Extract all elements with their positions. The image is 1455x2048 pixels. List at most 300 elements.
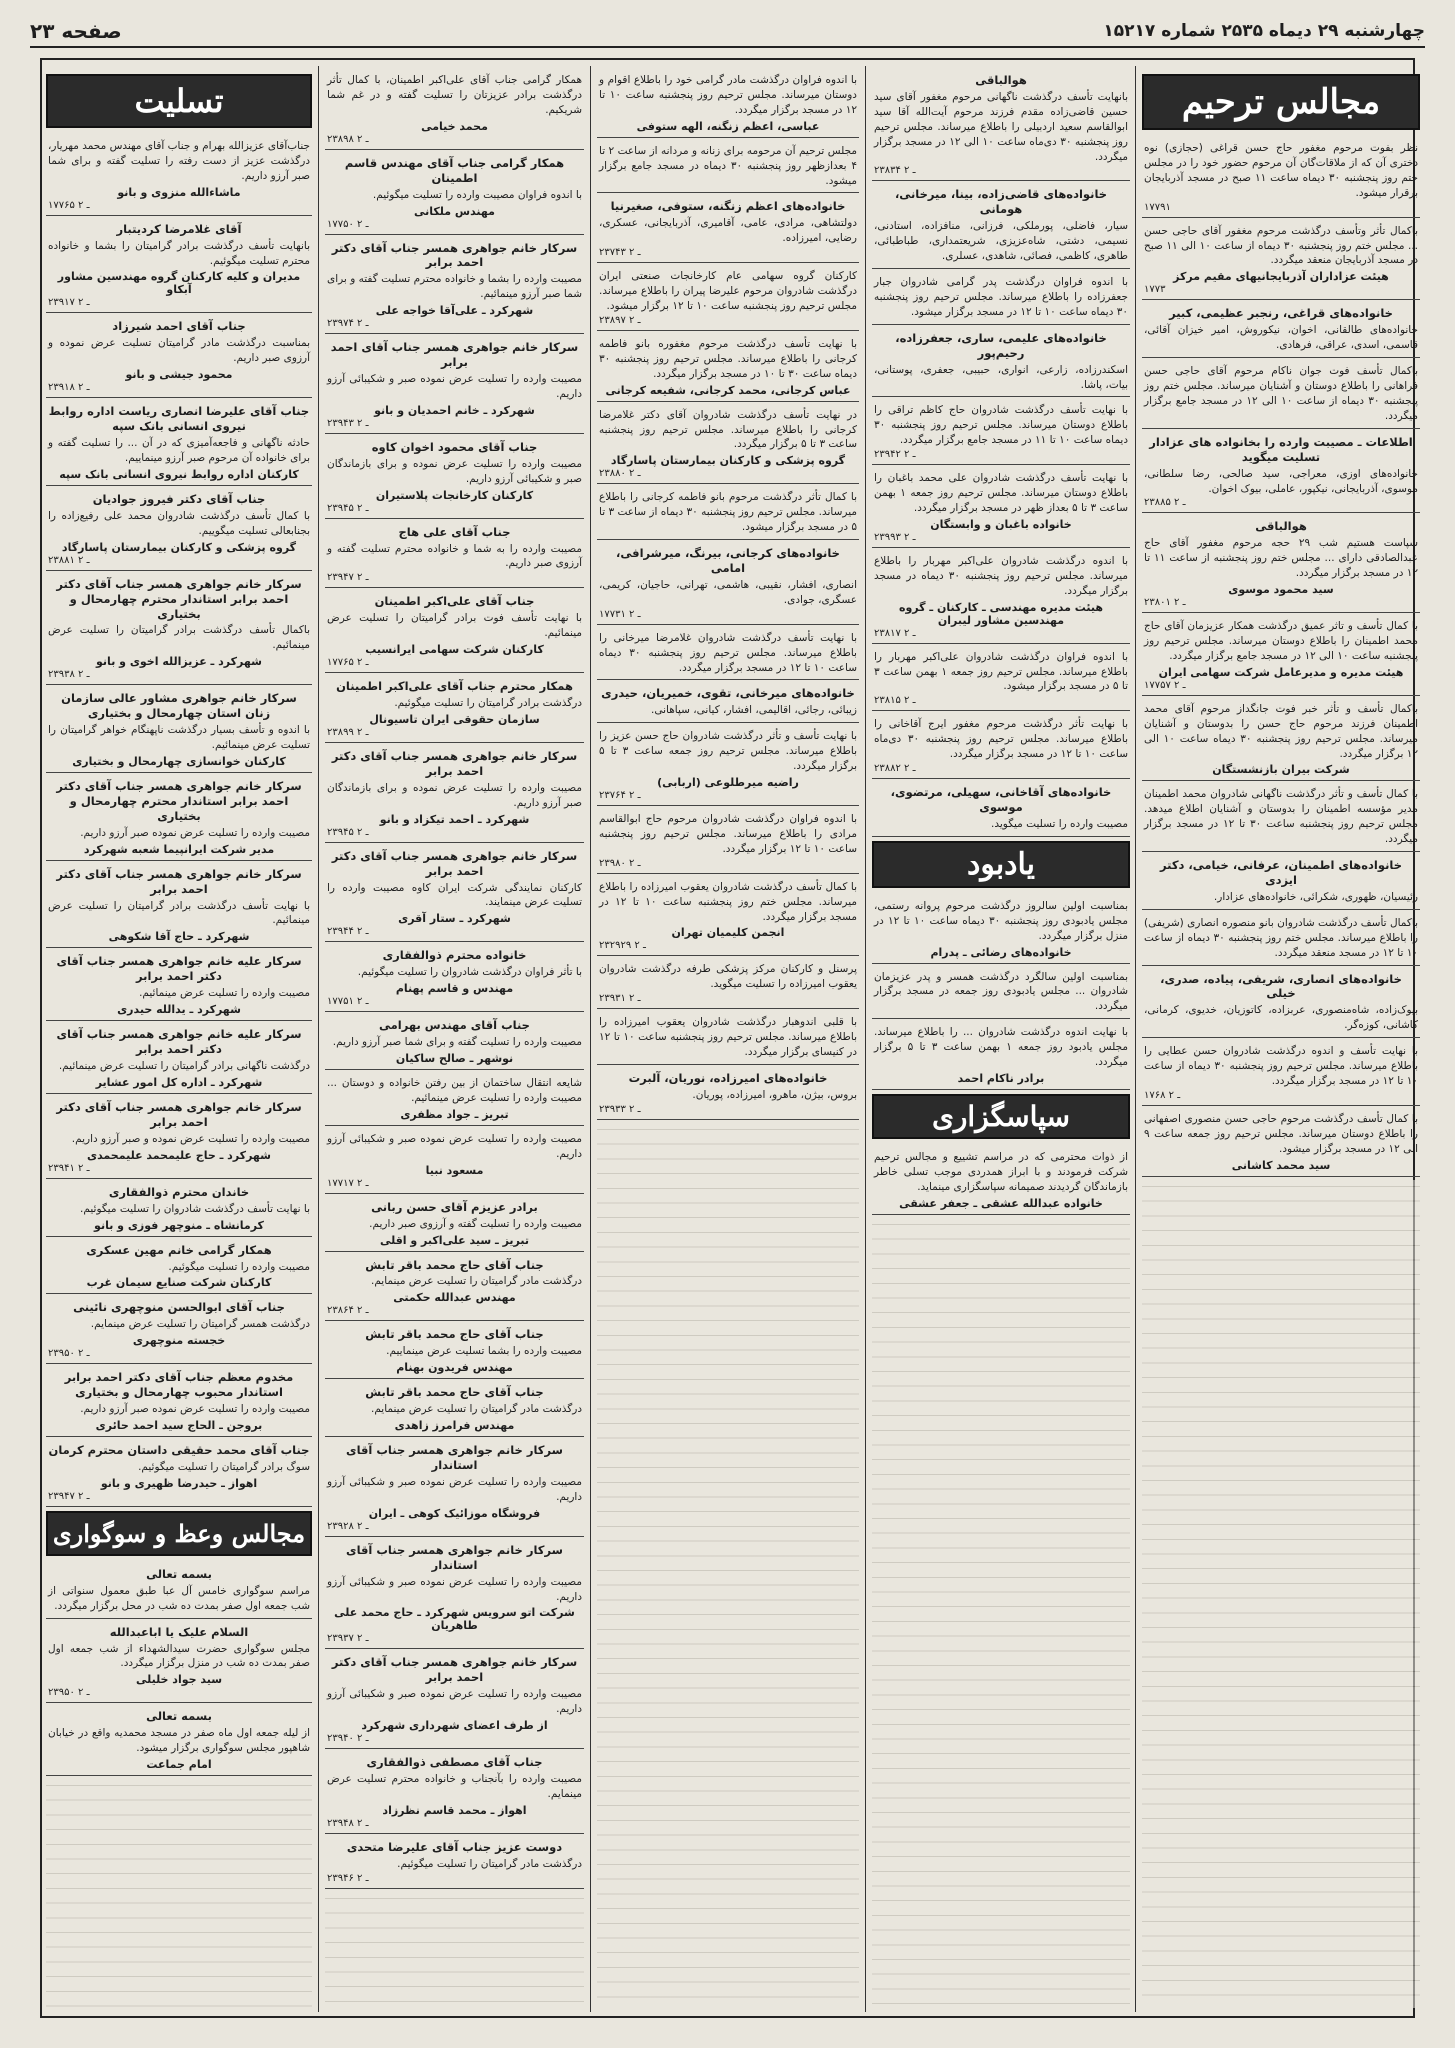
notice-signature: شهرکرد ـ ستار آقری [398,912,511,926]
notice-signature: شهرکرد ـ احمد تیکزاد و بانو [379,812,530,826]
notice-body: بانهایت تأسف درگذشت ناگهانی مرحوم مغفور آقای سید حسین قاضی‌زاده مقدم فرزند مرحوم آیت‌الله آقا سید ابوالقاسم سعید اردبیلی را باطلاع میرساند. مجلس ترحیم روز پنجشنبه ۳۰ دی‌ماه ساعت ۱۰ الی ۱۲ در مسجد برگزار میگردد. [874,90,1128,163]
notice [1142,784,1420,852]
notice-title: خانواده‌های قراغی، رنجبر عظیمی، کبیر [1169,306,1393,321]
notice [46,401,312,486]
notice [325,153,584,235]
notice-code: ۲۳۹۱۸ ـ ۲ [48,382,90,394]
notice-title: خانواده‌های کرجانی، بیرنگ، میرشرافی، امامی [616,546,840,575]
banner-title: تسلیت [134,82,224,120]
memorial-notice-list [872,896,1130,1090]
column-rule [1135,66,1136,2012]
thanks-notice-list [872,1147,1130,1215]
notice-body: باکمال تأثر وتأسف درگذشت مرحوم مغفور آقای حاجی حسن ... مجلس ختم روز پنجشنبه ۳۰ دیماه از ساعت ۱۰ الی ۱۱ صبح در مسجد آذربایجان منعقد میگردد. [1144,224,1419,267]
notice-body: با کمال تأثر درگذشت مرحوم بانو فاطمه کرجانی را باطلاع میرساند. مجلس ترحیم روز پنجشنبه ۳۰ دیماه از ساعت ۳ تا ۵ در مسجد برگزار میشود. [599,491,857,534]
notice-title: سرکار خانم جواهری همسر جناب آقای دکتر احمد برابر [56,1099,302,1129]
notice [325,676,584,743]
notice-title: سرکار خانم جواهری همسر جناب آقای دکتر احمد برابر [56,866,302,896]
notice-title: سرکار خانم جواهری همسر جناب آقای دکتر احمد برابر [331,748,578,778]
notice-body: با نهایت تأسف درگذشت شادروان حاج کاظم تراقی را باطلاع دوستان میرساند. مجلس ترحیم روز پنجشنبه ۳۰ دیماه ساعت ۱۰ تا ۱۱ در مسجد جامع برگزار میگردد. [874,404,1128,447]
notice-signature: شرکت بیران بازنشستگان [1212,763,1350,777]
notice-body: سپاست هستیم شب ۲۹ حجه مرحوم مغفور آقای حاج عبدالصادقی دارای ... مجلس ختم روز پنجشنبه از ساعت ۱۱ تا ۱۲ در مسجد برگزار میگردد. [1144,537,1418,580]
notice-body: همکار گرامی جناب آقای علی‌اکبر اطمینان، با کمال تأثر درگذشت برادر عزیزتان را تسلیت گفته و در غم شما شریکیم. [327,74,582,116]
notice-body: بانهایت تأسف درگذشت برادر گرامیتان را بشما و خانواده محترم تسلیت میگوئیم. [48,239,310,267]
notice-body: کارکنان نمایندگی شرکت ایران کاوه مصیبت وارده را تسلیت عرض مینمایند. [327,881,582,909]
notice-title: جناب آقای محمد حقیقی داستان محترم کرمان [48,1443,310,1458]
notice-code: ۲۳۸۰۱ ـ ۲ [1144,597,1186,609]
notice-body: بمناسبت درگذشت مادر گرامیتان تسلیت عرض نموده و آرزوی صبر داریم. [48,337,310,365]
notice-code: ۱۷۷۶۵ ـ ۲ [48,199,90,211]
notice [872,184,1130,269]
notice [46,316,312,398]
notice [46,1622,312,1704]
notice-body: باکمال تأسف و تأثر خبر فوت جانگداز مرحوم آقای محمد اطمینان فرزند مرحوم حاج حسن را بدوستان و آشنایان میرساند. مجلس ترحیم روز پنجشنبه ۳۰ دیماه ساعت ۱۰ الی ۱۲ برگزار میگردد. [1144,702,1418,760]
notice-list [325,70,584,1889]
notice-title: جناب آقای حاج محمد باقر تابش [365,1385,544,1400]
notice-signature: شهرکرد ـ علی‌آقا خواجه علی [375,304,534,318]
notice-body: از لیله جمعه اول ماه صفر در مسجد محمدیه واقع در خیابان شاهپور مجلس سوگواری برگزار میشود. [48,1727,310,1755]
notice [597,196,859,263]
notice-body: رئیسیان، ظهوری، شکرائی، خانواده‌های عزادار. [1213,890,1418,903]
issue-date-line: چهارشنبه ۲۹ دیماه ۲۵۳۵ شماره ۱۵۲۱۷ [1103,21,1425,41]
notice-title: خاندان محترم ذوالفقاری [108,1184,250,1199]
notice-signature: محمود جیشی و بانو [125,368,233,382]
banner-title: مجالس وعظ و سوگواری [52,1518,306,1548]
notice [872,967,1130,1020]
page-number: صفحه ۲۳ [30,19,122,43]
notice-signature: برادر ناکام احمد [957,1072,1045,1085]
notice-body: مصیبت وارده را تسلیت میگوید. [991,817,1128,830]
notice-body: با اندوه و تأسف بسیار درگذشت ناپهنگام خواهر گرامیتان را تسلیت عرض مینمائیم. [48,724,310,752]
notice-signature: کارکنان اداره روابط نیروی انسانی بانک سپه [59,467,299,481]
notice [597,141,859,194]
notice [46,1240,312,1295]
notice-signature: اهواز ـ محمد قاسم نظرزاد [382,1803,527,1817]
notice [872,551,1130,644]
notice-title: بسمه تعالی [146,1709,212,1724]
notice-signature: شرکت اتو سرویس شهرکرد ـ حاج محمد علی طاهریان [334,1606,575,1633]
section-banner-sepasgozari [872,1094,1130,1139]
notice [46,219,312,314]
notice [46,1564,312,1619]
notice-title: جناب آقای علیرضا انصاری ریاست اداره روابط نیروی انسانی بانک سپه [48,404,310,434]
notice-code: ۲۳۹۴۲ ـ ۲ [874,449,916,461]
dense-text-filler [46,1779,312,2008]
notice-title: سرکار خانم جواهری همسر جناب آقای دکتر احمد برابر [331,240,578,270]
notice [597,628,859,681]
notice-title: مخدوم معظم جناب آقای دکتر احمد برابر استاندار محبوب چهارمحال و بختیاری [64,1370,294,1400]
notice [1142,138,1420,218]
notice-body: جناب‌آقای عزیزالله بهرام و جناب آقای مهندس محمد مهریار، درگذشت عزیز از دست رفته را تسلیت گفته و برای شما صبر آرزو داریم. [48,140,310,182]
notice [1142,855,1420,910]
notice-signature: کارکنان کارخانجات پلاستیران [375,488,534,502]
notice-title: جناب آقای حاج محمد باقر تابش [365,1327,544,1342]
notice-body: انصاری، افشار، نقیبی، هاشمی، تهرانی، حاجیان، کریمی، عسگری، جوادی. [599,578,857,606]
notice-title: خانواده‌های اعظم زنگنه، ستوفی، صغیرنیا [610,199,846,214]
column-obituary-gatherings [1142,70,1420,2008]
dense-text-filler [597,1123,859,2008]
notice-signature: کارکنان شرکت صنایع سیمان غرب [86,1276,272,1290]
column-rule [318,66,319,2012]
dense-text-filler [1142,1180,1420,2008]
notice-code: ۲۳۹۴۳ ـ ۲ [327,417,369,429]
notice-code: ۲۳۹۹۳ ـ ۲ [874,531,916,543]
notice-body: مصیبت وارده را بشما و خانواده محترم تسلیت گفته و برای شما صبر آرزو مینمائیم. [327,273,582,301]
notice-code: ۲۳۹۵۰ ـ ۲ [48,1348,90,1360]
notice [1142,913,1420,966]
notice-signature: مهندس فرامرز زاهدی [394,1419,515,1433]
notice-body: با نهایت تأسف درگذشت شادروان غلامرضا میرخانی را باطلاع میرساند. مجلس ترحیم روز پنجشنبه ۳۰ دیماه ساعت ۱۰ تا ۱۲ در مسجد برگزار میگردد. [599,631,857,674]
notice [597,405,859,485]
notice [1142,969,1420,1039]
notice-signature: شهرکرد ـ حاج علیمحمد علیمحمدی [86,1148,271,1162]
notice-title: جناب آقای محمود اخوان کاوه [371,439,538,454]
notice [597,809,859,874]
notice [597,1012,859,1065]
notice [325,1015,584,1070]
notice [872,468,1130,548]
notice [325,70,584,150]
notice-signature: تبریز ـ سید علی‌اکبر و اقلی [379,1233,530,1247]
notice-title: جناب آقای حاج محمد باقر تابش [365,1257,544,1272]
notice-list [597,70,859,1120]
notice [872,272,1130,325]
notice-body: درگذشت برادر گرامیتان را تسلیت میگوئیم. [394,697,582,710]
notice-code: ۱۷۷۵۱ ـ ۲ [327,996,369,1008]
notice-list [1142,138,1420,1177]
notice-code: ۲۳۹۴۷ ـ ۲ [48,1490,90,1502]
notice [597,543,859,625]
notice-body: مصیبت وارده را به شما و خانواده محترم تسلیت گفته و آرزوی صبر داریم. [327,542,582,570]
notice-title: سرکار خانم جواهری همسر جناب آقای دکتر احمد برابر استاندار محترم چهارمحال و بختیاری [56,576,302,621]
notice-code: ۲۳۹۴۱ ـ ۲ [48,1162,90,1174]
notice [325,1652,584,1749]
notice-body: با نهایت تأسف درگذشت مرحوم مغفوره بانو فاطمه کرجانی را باطلاع میرساند. مجلس ترحیم روز پنجشنبه ۳۰ دیماه ساعت ۳۰ تا ۱۰ در مسجد برگزار میگردد. [599,337,857,380]
notice-signature: هیئت مدیره مهندسی ـ کارکنان ـ گروه مهندسین مشاور لیبران [898,600,1104,627]
notice [46,1097,312,1179]
notice-body: مصیبت وارده را تسلیت عرض نموده و برای بازماندگان صبر و شکیبائی آرزو داریم. [327,457,582,485]
notice-body: مجلس ترحیم آن مرحومه برای زنانه و مردانه از ساعت ۲ تا ۴ بعدازظهر روز پنجشنبه ۳۰ دیماه در مسجد جامع برگزار میشود. [599,144,858,187]
notice-signature: انجمن کلیمیان تهران [671,926,785,940]
notice-title: جناب آقای علی هاج [398,524,511,539]
notice-code: ۲۳۸۹۸ ـ ۲ [327,133,369,145]
notice [325,1197,584,1252]
notice-signature: کارکنان شرکت سهامی ایرانسیب [365,643,544,657]
notice-signature: شهرکرد ـ حاج آقا شکوهی [108,930,250,944]
notice [325,1129,584,1194]
notice [1142,1109,1420,1177]
notice-body: زیبائی، رجائی، اقالیمی، افشار، کیانی، سپاهانی. [651,704,857,717]
notice-title: خانواده‌های امیرزاده، نوریان، آلبرت [628,1071,828,1085]
notice-title: السلام علیک یا اباعبدالله [109,1624,249,1639]
notice [46,1182,312,1237]
notice-signature: بروجن ـ الحاج سید احمد حائری [95,1419,263,1433]
notice-signature: شهرکرد ـ خانم احمدیان و بانو [374,403,535,417]
notice [1142,361,1420,429]
notice-title: هوالباقی [975,73,1027,87]
notice-signature: ماشاءالله منزوی و بانو [117,185,241,199]
notice-title: خانواده‌های انصاری، شریفی، پیاده، صدری، خیلی [1160,971,1402,1001]
notice-signature: کرمانشاه ـ منوچهر فوزی و بانو [94,1218,264,1232]
notice-body: مصیبت وارده را تسلیت گفته و برای شما صبر آرزو داریم. [332,1036,582,1049]
notice [46,1367,312,1437]
notice [46,1440,312,1507]
notice-body: مراسم سوگواری خامس آل عبا طبق معمول سنواتی از شب جمعه اول صفر بمدت ده شب در محل برگزار میگردد. [48,1584,310,1612]
notice-body: با قلبی اندوهبار درگذشت شادروان یعقوب امیرزاده را باطلاع میرساند. مجلس ترحیم روز پنجشنبه ساعت ۱۰ تا ۱۲ در کنیسای برگزار میگردد. [599,1016,858,1059]
notice [325,945,584,1012]
notice-signature: سید محمد کاشانی [1231,1158,1331,1172]
notice-code: ۱۷۷۵۰ ـ ۲ [327,218,369,230]
notice-signature: اهواز ـ حیدرضا ظهیری و بانو [100,1476,258,1490]
notice-body: دولتشاهی، مرادی، عامی، آقامیری، آذربایجانی، عسکری، رضایی، امیرزاده. [599,217,857,245]
notice-body: مصیبت وارده را تسلیت میگوئیم. [168,1260,310,1273]
notice [325,337,584,434]
notice-body: با اندوه فراوان درگذشت مادر گرامی خود را باطلاع اقوام و دوستان میرساند. مجلس ترحیم روز پنجشنبه ساعت ۱۰ تا ۱۲ در مسجد برگزار میگردد. [599,74,857,116]
column-rule [865,66,866,2012]
notice-body: بروس، بیژن، ماهرو، امیرزاده، پوریان. [692,1088,857,1101]
notice-signature: کارکنان خوانسازی چهارمحال و بختیاری [72,754,286,768]
section-banner-taslit [46,74,312,128]
notice-body: با نهایت اندوه درگذشت شادروان ... را باطلاع میرساند. مجلس یادبود روز جمعه ۱ بهمن ساعت ۳ تا ۵ برگزار میگردد. [874,1026,1128,1069]
notice-signature: مدیران و کلیه کارکنان گروه مهندسین مشاور آبکاو [57,270,301,297]
notice-code: ۲۳۹۴۶ ـ ۲ [327,1872,369,1884]
notice-body: مصیبت وارده را بآنجناب و خانواده محترم تسلیت عرض مینمایم. [327,1773,582,1800]
notice-signature: نوشهر ـ صالح ساکیان [395,1052,514,1066]
notice-title: جناب آقای احمد شیرزاد [112,319,246,334]
notice-body: درگذشت همسر گرامیتان را تسلیت عرض مینمایم. [90,1318,310,1331]
notice-title: سرکار علیه خانم جواهری همسر جناب آقای دکتر احمد برابر [56,1027,302,1057]
banner-title: مجالس ترحیم [1181,82,1381,122]
column-obituaries-2 [872,70,1130,2008]
notice-body: با تأثر فراوان درگذشت شادروان را تسلیت میگوئیم. [357,966,582,979]
notice-code: ۲۳۸۹۹ ـ ۲ [327,726,369,738]
notice-code: ۲۳۹۳۱ ـ ۲ [599,993,641,1005]
notice [597,334,859,402]
notice-title: جناب آقای مهندس بهرامی [379,1018,530,1033]
notice-body: پرسنل و کارکنان مرکز پزشکی طرفه درگذشت شادروان یعقوب امیرزاده را تسلیت میگوید. [599,963,857,991]
notice-body: مصیبت وارده را تسلیت عرض نموده و برای بازماندگان صبر آرزو داریم. [327,781,582,809]
section-banner-majales-tarhim [1142,74,1420,130]
notice-signature: شهرکرد ـ یدالله حیدری [117,1003,241,1017]
notice-signature: تبریز ـ جواد مظفری [400,1107,509,1121]
notice [1142,303,1420,358]
notice-body: شایعه انتقال ساختمان از بین رفتن خانواده و دوستان ... مصیبت وارده را تسلیت عرض مینمائیم. [327,1077,582,1104]
notice [872,1147,1130,1215]
notice-body: مصیبت وارده را تسلیت عرض نموده صبر و شکیبائی آرزو داریم. [327,373,582,400]
notice-title: سرکار علیه خانم جواهری همسر جناب آقای دکتر احمد برابر [56,954,302,984]
notice-code: ۲۳۷۴۳ ـ ۲ [599,247,641,259]
notice [325,1073,584,1126]
notice-body: مصیبت وارده را تسلیت گفته و آرزوی صبر داریم. [369,1217,582,1230]
notice [325,746,584,843]
notice-signature: سید محمود موسوی [1228,583,1334,597]
notice-code: ۲۳۸۸۱ ـ ۲ [48,554,90,566]
column-condolences-2 [325,70,584,2008]
notice-body: در نهایت تأسف درگذشت شادروان آقای دکتر غلامرضا کرجانی را باطلاع میرساند. مجلس ترحیم روز پنجشنبه ساعت ۳ تا ۵ برگزار میگردد. [599,408,857,451]
sermon-notice-list [46,1564,312,1776]
dense-text-filler [872,1218,1130,2008]
notice-code: ۱۷۷۳ [1144,284,1166,296]
dense-text-filler [325,1892,584,2008]
notice-body: با نهایت تأسف درگذشت برادر گرامیتان را تسلیت عرض مینمائیم. [48,899,310,927]
notice-body: درگذشت مادر گرامیتان را تسلیت عرض مینمایم. [370,1275,582,1288]
notice-body: حادثه ناگهانی و فاجعه‌آمیزی که در آن ... را تسلیت گفته و برای خانواده آن مرحوم صبر آرزو مینماییم. [48,437,310,464]
notice [325,1324,584,1379]
page-header [30,16,1425,48]
notice-body: با کمال تأسف و تاثر عمیق درگذشت همکار عزیزمان آقای حاج محمد اطمینان را باطلاع دوستان میرساند. مجلس ترحیم روز پنجشنبه ساعت ۱۰ الی ۱۲ در مسجد جامع برگزار میگردد. [1144,620,1418,662]
notice-code: ۲۳۹۴۴ ـ ۲ [327,926,369,938]
notice [1142,432,1420,514]
notice-code: ۲۳۸۸۲ ـ ۲ [874,763,916,775]
notice-title: خانواده‌های قاضی‌زاده، بینا، میرخانی، هومانی [894,187,1108,217]
notice-body: با اندوه فراوان درگذشت پدر گرامی شادروان جبار جعفرزاده را باطلاع میرساند. مجلس ترحیم روز پنجشنبه ۳۰ دیماه ساعت ۱۰ تا ۱۲ در مسجد برگزار میشود. [874,276,1128,318]
notice-title: خانواده محترم ذوالفقاری [382,948,527,963]
notice-signature: راضیه میرطلوعی (اربابی) [657,776,799,790]
column-obituaries-3 [597,70,859,2008]
notice-code: ۲۳۸۸۰ ـ ۲ [599,468,641,480]
notice [872,70,1130,181]
notice-body: درگذشت ناگهانی برادر گرامیتان را تسلیت عرض مینمائیم. [58,1060,310,1073]
notice-code: ۱۷۷۹۱ [1144,201,1171,213]
notice-body: با اندوه فراوان درگذشت شادروان علی‌اکبر مهربار را باطلاع میرساند. مجلس ترحیم روز جمعه ۱ بهمن ساعت ۳ تا ۵ در مسجد برگزار میشود. [874,650,1128,693]
notice [46,864,312,949]
notice-code: ۲۳۹۳۳ ـ ۲ [599,1103,641,1115]
notice-code: ۱۷۷۱۷ ـ ۲ [327,1177,369,1189]
notice-body: اسکندرزاده، زارعی، انواری، حبیبی، جعفری، پوستانی، بیات، پاشا. [874,363,1128,391]
notice-title: دوست عزیز جناب آقای علیرضا متحدی [346,1839,563,1854]
notice [597,1068,859,1120]
notice-signature: مسعود نبیا [425,1163,484,1177]
notice [597,487,859,540]
notice [325,1752,584,1834]
notice-signature: گروه پزشکی و کارکنان بیمارستان پاسارگاد [61,540,297,554]
notice-body: بمناسبت اولین سالروز درگذشت مرحوم پروانه رستمی، مجلس یادبودی روز پنجشنبه ۳۰ دیماه ساعت ۱۰ تا ۱۲ در منزل برگزار میگردد. [874,899,1128,942]
notice [325,1837,584,1889]
notice [1142,221,1420,301]
notice-body: خانواده‌های طالقانی، اخوان، نیکوروش، امیر خیزان آقائی، قاسمی، اسدی، عراقی، فرهادی. [1144,324,1418,352]
notice-body: درگذشت مادر گرامیتان را تسلیت عرض مینمایم. [370,1403,582,1416]
notice-code: ۲۳۷۶۴ ـ ۲ [599,790,641,802]
notice [325,437,584,519]
notice-code: ۲۳۸۸۵ ـ ۲ [1144,497,1186,509]
notice-body: سوگ برادر گرامیتان را تسلیت میگوئیم. [138,1460,310,1473]
notice-body: باکمال تأسف درگذشت برادر گرامیتان را تسلیت عرض مینمائیم. [48,624,310,652]
notice-body: با نهایت تأسف درگذشت شادروان را تسلیت میگوئیم. [80,1202,310,1215]
notice [872,647,1130,712]
notice [325,846,584,943]
notice-code: ۱۷۷۵۷ ـ ۲ [1144,679,1186,691]
notice-signature: گروه پزشکی و کارکنان بیمارستان پاسارگاد [610,454,846,468]
notice-body: مصیبت وارده را تسلیت عرض نموده صبر آرزو داریم. [80,1403,310,1416]
notice-signature: خانواده عبدالله عشقی ـ جعفر عشقی [899,1196,1103,1210]
notice-title: سرکار خانم جواهری همسر جناب آقای دکتر احمد برابر [331,848,578,878]
notice-body: با کمال تأسف درگذشت شادروان یعقوب امیرزاده را باطلاع میرساند. مجلس ختم روز پنجشنبه ساعت ۱۰ تا ۱۲ در مسجد برگزار میگردد. [599,880,858,923]
notice-code: ۲۳۹۲۸ ـ ۲ [327,1520,369,1532]
notice [325,1382,584,1437]
notice-body: با کمال تأسف درگذشت شادروان محمد علی رفیع‌زاده را بجنابعالی تسلیت میگوییم. [48,509,310,537]
notice-body: با اندوه فراوان درگذشت شادروان مرحوم حاج ابوالقاسم مرادی را باطلاع میرساند. مجلس ترحیم روز پنجشنبه ساعت ۱۰ تا ۱۲ برگزار میگردد. [599,813,857,855]
notice-list [46,136,312,1507]
notice-signature: فروشگاه موزائیک کوهی ـ ایران [368,1506,541,1520]
notice-signature: از طرف اعضای شهرداری شهرکرد [361,1719,548,1733]
notice-list [872,70,1130,837]
notice-body: مصیبت وارده را تسلیت عرض نموده صبر آرزو داریم. [80,826,310,839]
notice-code: ۱۷۶۸ ـ ۲ [1144,1089,1181,1101]
notice [1142,516,1420,613]
notice-code: ۲۳۹۷۴ ـ ۲ [327,318,369,330]
notice [46,1706,312,1776]
notice-code: ۲۳۸۹۷ ـ ۲ [599,314,641,326]
notice-signature: خجسته منوچهری [132,1334,226,1348]
notice-code: ۲۳۸۱۷ ـ ۲ [874,627,916,639]
notice-title: سرکار خانم جواهری همسر جناب آقای استاندار [346,1443,563,1472]
notice-code: ۲۳۹۳۸ ـ ۲ [48,669,90,681]
notice-body: کارکنان گروه سهامی عام کارخانجات صنعتی ایران درگذشت شادروان مرحوم علیرضا پیران را باطلاع میرساند. مجلس ترحیم روز پنجشنبه ساعت ۱۰ تا ۱۲ برگزار میشود. [599,270,857,312]
notice-body: بیوک‌زاده، شاه‌منصوری، عربزاده، کاتوزیان، خدیوی، کرمانی، کاشانی، کوزه‌گر. [1144,1004,1418,1032]
notice-body: مصیبت وارده را تسلیت عرض نموده صبر و شکیبائی آرزو داریم. [327,1132,582,1160]
banner-title: یادبود [966,846,1036,882]
notice [325,522,584,589]
notice-code: ۲۳۹۴۸ ـ ۲ [327,1817,369,1829]
notice-code: ۱۷۷۶۵ ـ ۲ [327,657,369,669]
notice [46,951,312,1021]
notice [46,776,312,861]
notice [325,1440,584,1537]
notice-body: نظر بفوت مرحوم مغفور حاج حسن قراغی (حجازی) نوه دختری آن که از ملاقات‌گان آن مرحوم حضور خود را در مجلس ختم روز پنجشنبه ۳۰ دیماه ساعت ۱۱ صبح در مسجد آذربایجان برقرار میشود. [1144,142,1418,199]
notice-signature: سازمان حقوقی ایران تاسیونال [369,712,540,726]
notice-title: بسمه تعالی [146,1566,212,1581]
notice-signature: مهندس فریدون بهنام [396,1361,513,1375]
notice-body: بمناسبت اولین سالگرد درگذشت همسر و پدر عزیزمان شادروان ... مجلس یادبودی روز جمعه در مسجد برگزار میگردد. [874,970,1128,1013]
notice-signature: امام جماعت [146,1758,212,1772]
notice-title: جناب آقای دکتر فیروز جوادیان [92,491,266,506]
notice-body: مجلس سوگواری حضرت سیدالشهداء از شب جمعه اول صفر بمدت ده شب در منزل برگزار میگردد. [48,1642,310,1670]
notice-title: سرکار خانم جواهری همسر جناب آقای احمد برابر [330,340,579,370]
notice [597,683,859,723]
notice [1142,616,1420,696]
notice-body: خانواده‌های اوزی، معراجی، سید صالحی، رضا سلطانی، موسوی، آذربایجانی، نیکپور، عاملی، بیوک اخوان. [1144,467,1418,495]
notice [597,877,859,957]
notice-title: آقای غلامرضا کردیتبار [116,221,242,236]
notice-body: با نهایت تأسف فوت برادر گرامیتان را تسلیت عرض مینمائیم. [327,612,582,640]
notice-body: باکمال تأسف فوت جوان ناکام مرحوم آقای حاجی حسن فراهانی را باطلاع دوستان و آشنایان میرساند. مجلس ختم روز پنجشنبه ۳۰ دیماه از ساعت ۱۰ الی ۱۲ در مسجد جامع برگزار میگردد. [1144,365,1419,422]
notice-signature: مهندس عبدالله حکمتی [393,1291,516,1305]
notice-signature: محمد خیامی [421,119,488,133]
notice [597,726,859,806]
notice-title: سرکار خانم جواهری همسر جناب آقای دکتر احمد برابر [331,1655,578,1685]
notice-title: خانواده‌های اطمینان، عرفانی، خیامی، دکتر ایزدی [1159,858,1403,887]
notice-body: باکمال تأسف درگذشت شادروان بانو منصوره انصاری (شریفی) را باطلاع میرساند. مجلس ختم روز پنجشنبه ۳۰ دیماه از ساعت ۱۰ تا ۱۲ در مسجد منعقد میگردد. [1144,916,1418,959]
notice [46,1297,312,1364]
notice-body: درگذشت مادر گرامیتان را تسلیت میگوئیم. [397,1857,582,1870]
notice-signature: عباسی، اعظم زنگنه، الهه ستوفی [636,119,820,133]
notice [325,591,584,673]
notice [597,70,859,138]
notice-code: ۲۳۸۳۴ ـ ۲ [874,165,916,177]
notice-code: ۲۳۹۴۰ ـ ۲ [327,1733,369,1745]
notice-body: مصیبت وارده را تسلیت عرض نموده صبر و شکیبائی آرزو داریم. [327,1475,582,1503]
notice-title: جناب آقای مصطفی ذوالفقاری [366,1755,543,1770]
section-banner-vaz-sogvari [46,1511,312,1556]
notice-code: ۲۳۹۴۵ ـ ۲ [327,502,369,514]
notice-signature: عباس کرجانی، محمد کرجانی، شفیعه کرجانی [605,383,851,397]
notice [597,266,859,331]
notice-signature: شهرکرد ـ اداره کل امور عشایر [95,1075,263,1089]
notice [46,574,312,686]
notice-body: با نهایت تأسف و تأثر درگذشت شادروان حاج حسن عزیز را باطلاع میرساند. مجلس ترحیم روز جمعه ساعت ۳ تا ۵ برگزار میگردد. [599,730,857,773]
notice-code: ۲۳۹۴۵ ـ ۲ [327,826,369,838]
column-rule [590,66,591,2012]
notice-signature: سید جواد خلیلی [135,1673,223,1687]
